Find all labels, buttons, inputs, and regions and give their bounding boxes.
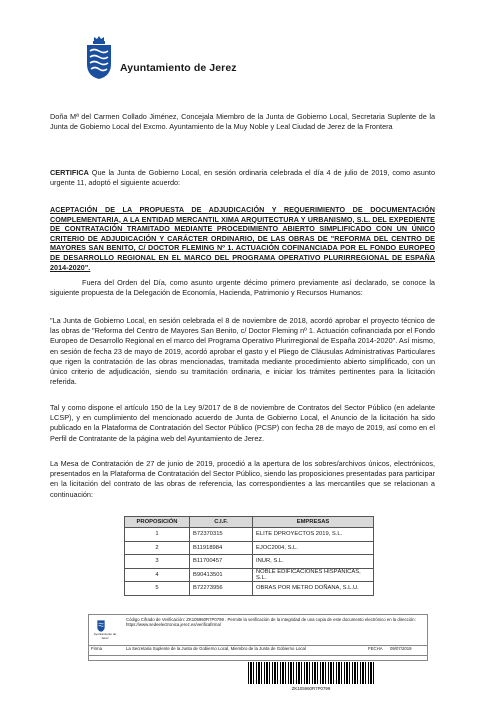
city-coat-of-arms-logo [84,34,114,80]
table-row [125,568,374,582]
fecha-label: FECHA [368,646,383,651]
cell-proposicion: 2 [125,541,190,555]
cell-proposicion: 5 [125,582,190,596]
fecha-value: 09/07/2019 [390,646,412,651]
cell-cif: B90413501 [190,568,253,582]
paragraph-orden-dia: Fuera del Orden del Día, como asunto urgente décimo primero previamente así declarado, se conoce la siguiente propuesta de la Delegación de Economía, Hacienda, Patrimonio y Recursos Humanos: [50,278,435,298]
verification-footer [88,614,428,664]
table-row [125,528,374,542]
cell-empresa: EJOC2004, S.L. [253,541,374,555]
header-empresas: EMPRESAS [253,517,374,528]
intro-paragraph: Doña Mª del Carmen Collado Jiménez, Concejala Miembro de la Junta de Gobierno Local, Secretaria Suplente de la Junta de Gobierno Local del Excmo. Ayuntamiento de la Muy Noble y Leal Ciudad de Jerez de la Frontera [50,112,435,132]
resolution-heading: ACEPTACIÓN DE LA PROPUESTA DE ADJUDICACIÓN Y REQUERIMIENTO DE DOCUMENTACIÓN COMPLEMENTARIA, A LA ENTIDAD MERCANTIL XIMA ARQUITECTURA Y URBANISMO, S.L. DEL EXPEDIENTE DE CONTRATACIÓN TRAMITADO MEDIANTE PROCEDIMIENTO ABIERTO SIMPLIFICADO CON UN ÚNICO CRITERIO DE ADJUDICACIÓN Y CARÁCTER ORDINARIO, DE LAS OBRAS DE "REFORMA DEL CENTRO DE MAYORES SAN BENITO, C/ DOCTOR FLEMING Nº 1. ACTUACIÓN COFINANCIADA POR EL FONDO EUROPEO DE DESARROLLO REGIONAL EN EL MARCO DEL PROGRAMA OPERATIVO PLURIRREGIONAL DE ESPAÑA 2014-2020". [50,205,435,272]
header-cif: C.I.F. [190,517,253,528]
header-proposicion: PROPOSICIÓN [125,517,190,528]
cell-empresa: INUR, S.L. [253,555,374,569]
small-coat-of-arms-icon [96,618,106,632]
paragraph-licitacion: Tal y como dispone el artículo 150 de la Ley 9/2017 de 8 de noviembre de Contratos del Sector Público (en adelante LCSP), y en cumplimiento del mencionado acuerdo de Junta de Gobierno Local, el Anuncio de la licitación ha sido publicado en la Plataforma de Contratación del Sector Público (PCSP) con fecha 28 de mayo de 2019, así como en el Perfil de Contratante de la página web del Ayuntamiento de Jerez. [50,403,435,443]
cell-proposicion: 4 [125,568,190,582]
cell-cif: B72370315 [190,528,253,542]
cell-empresa: OBRAS POR METRO DOÑANA, S.L.U. [253,582,374,596]
cell-proposicion: 3 [125,555,190,569]
verification-code: ZK105960R7P0799 [186,617,224,622]
table-header-row [125,517,374,528]
cell-proposicion: 1 [125,528,190,542]
certifica-label: CERTIFICA [50,168,89,177]
firma-label: Firma [91,646,102,651]
cell-cif: B11918984 [190,541,253,555]
paragraph-antecedentes: "La Junta de Gobierno Local, en sesión celebrada el 8 de noviembre de 2018, acordó aprobar el proyecto técnico de las obras de "Reforma del Centro de Mayores San Benito, c/ Doctor Fleming nº 1. Actuación cofinanciada por el Fondo Europeo de Desarrollo Regional en el marco del Programa Operativo Plurirregional de España 2014-2020". Así mismo, en sesión de fecha 23 de mayo de 2019, acordó aprobar el gasto y el Pliego de Cláusulas Administrativas Particulares que rigen la contratación de las obras mencionadas, tramitada mediante procedimiento abierto simplificado, con un único criterio de adjudicación, siendo su tramitación ordinaria, e iniciar los trámites pertinentes para la licitación referida. [50,316,435,387]
certifica-paragraph [50,168,435,188]
verification-text [126,617,416,628]
firma-text: La Secretaria Suplente de la Junta de Gobierno Local, Miembro de la Junta de Gobierno Local [126,646,306,651]
certifica-text: Que la Junta de Gobierno Local, en sesión ordinaria celebrada el día 4 de julio de 2019, como asunto urgente 11, adoptó el siguiente acuerdo: [50,168,435,188]
cell-cif: B11700457 [190,555,253,569]
code-label: Código Cifrado de Verificación: [126,617,185,622]
table-row [125,555,374,569]
barcode-text: ZK105960R7P0799 [291,686,331,691]
table-row [125,541,374,555]
barcode [248,662,374,684]
cell-empresa: NOBLE EDIFICACIONES HISPÁNICAS, S.L. [253,568,374,582]
cell-empresa: ELITE DPROYECTOS 2019, S.L. [253,528,374,542]
table-row [125,582,374,596]
bidders-table [124,516,374,596]
cell-cif: B72273956 [190,582,253,596]
brand-name: Ayuntamiento de Jerez [120,62,237,74]
verification-url-text: . Permite la verificación de la integridad de una copia de este documento electrónico en la dirección: https://www.sedeelectronica.jerez.es/verificafirma/ [126,617,416,628]
small-logo-text: Ayuntamiento de Jerez [93,632,117,640]
paragraph-mesa: La Mesa de Contratación de 27 de junio de 2019, procedió a la apertura de los sobres/archivos únicos, electrónicos, presentados en la Plataforma de Contratación del Sector Público, siendo las proposiciones presentadas para participar en la licitación del contrato de las obras de referencia, las correspondientes a las mercantiles que se relacionan a continuación: [50,459,435,499]
